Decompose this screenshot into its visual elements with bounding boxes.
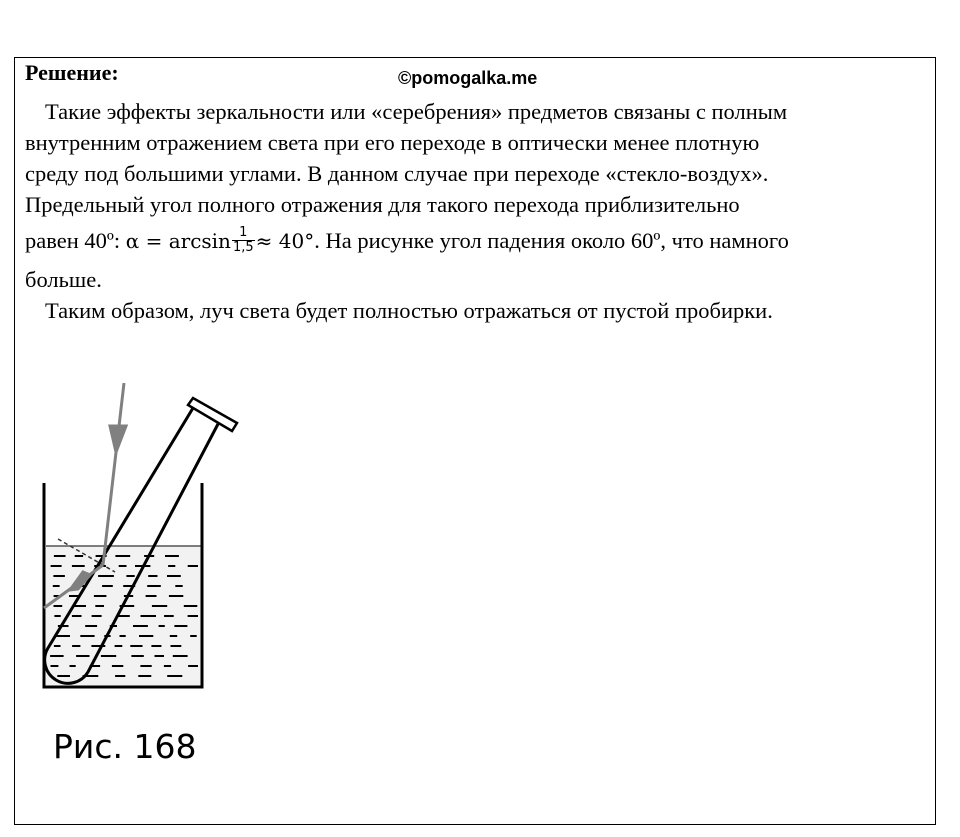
formula-lhs: α = arcsin [125,229,231,253]
fraction-numerator: 1 [232,226,255,241]
paragraph-line-4: Предельный угол полного отражения для такого перехода приблизительно [25,192,740,217]
paragraph-line-2: внутренним отражением света при его переходе в оптически менее плотную [25,130,760,155]
formula-arcsin [126,226,314,257]
formula-fraction [232,226,255,255]
figure-test-tube-in-water [0,360,260,720]
watermark: ©pomogalka.me [398,68,538,88]
paragraph-line-3: среду под большими углами. В данном случае при переходе «стекло-воздух». [25,161,769,186]
fraction-denominator: 1,5 [232,240,254,255]
line5-start: равен 40º: [25,228,121,253]
line5-end: . На рисунке угол падения около 60º, что намного [314,228,789,253]
formula-rhs: ≈ 40° [255,229,315,253]
paragraph-line-5 [25,225,935,257]
figure-caption: Рис. 168 [53,727,197,766]
paragraph-line-6: больше. [25,267,102,292]
solution-heading: Решение: [25,60,119,85]
paragraph-line-1: Такие эффекты зеркальности или «серебрения» предметов связаны с полным [45,99,788,124]
paragraph-line-7: Таким образом, луч света будет полностью отражаться от пустой пробирки. [45,298,773,323]
